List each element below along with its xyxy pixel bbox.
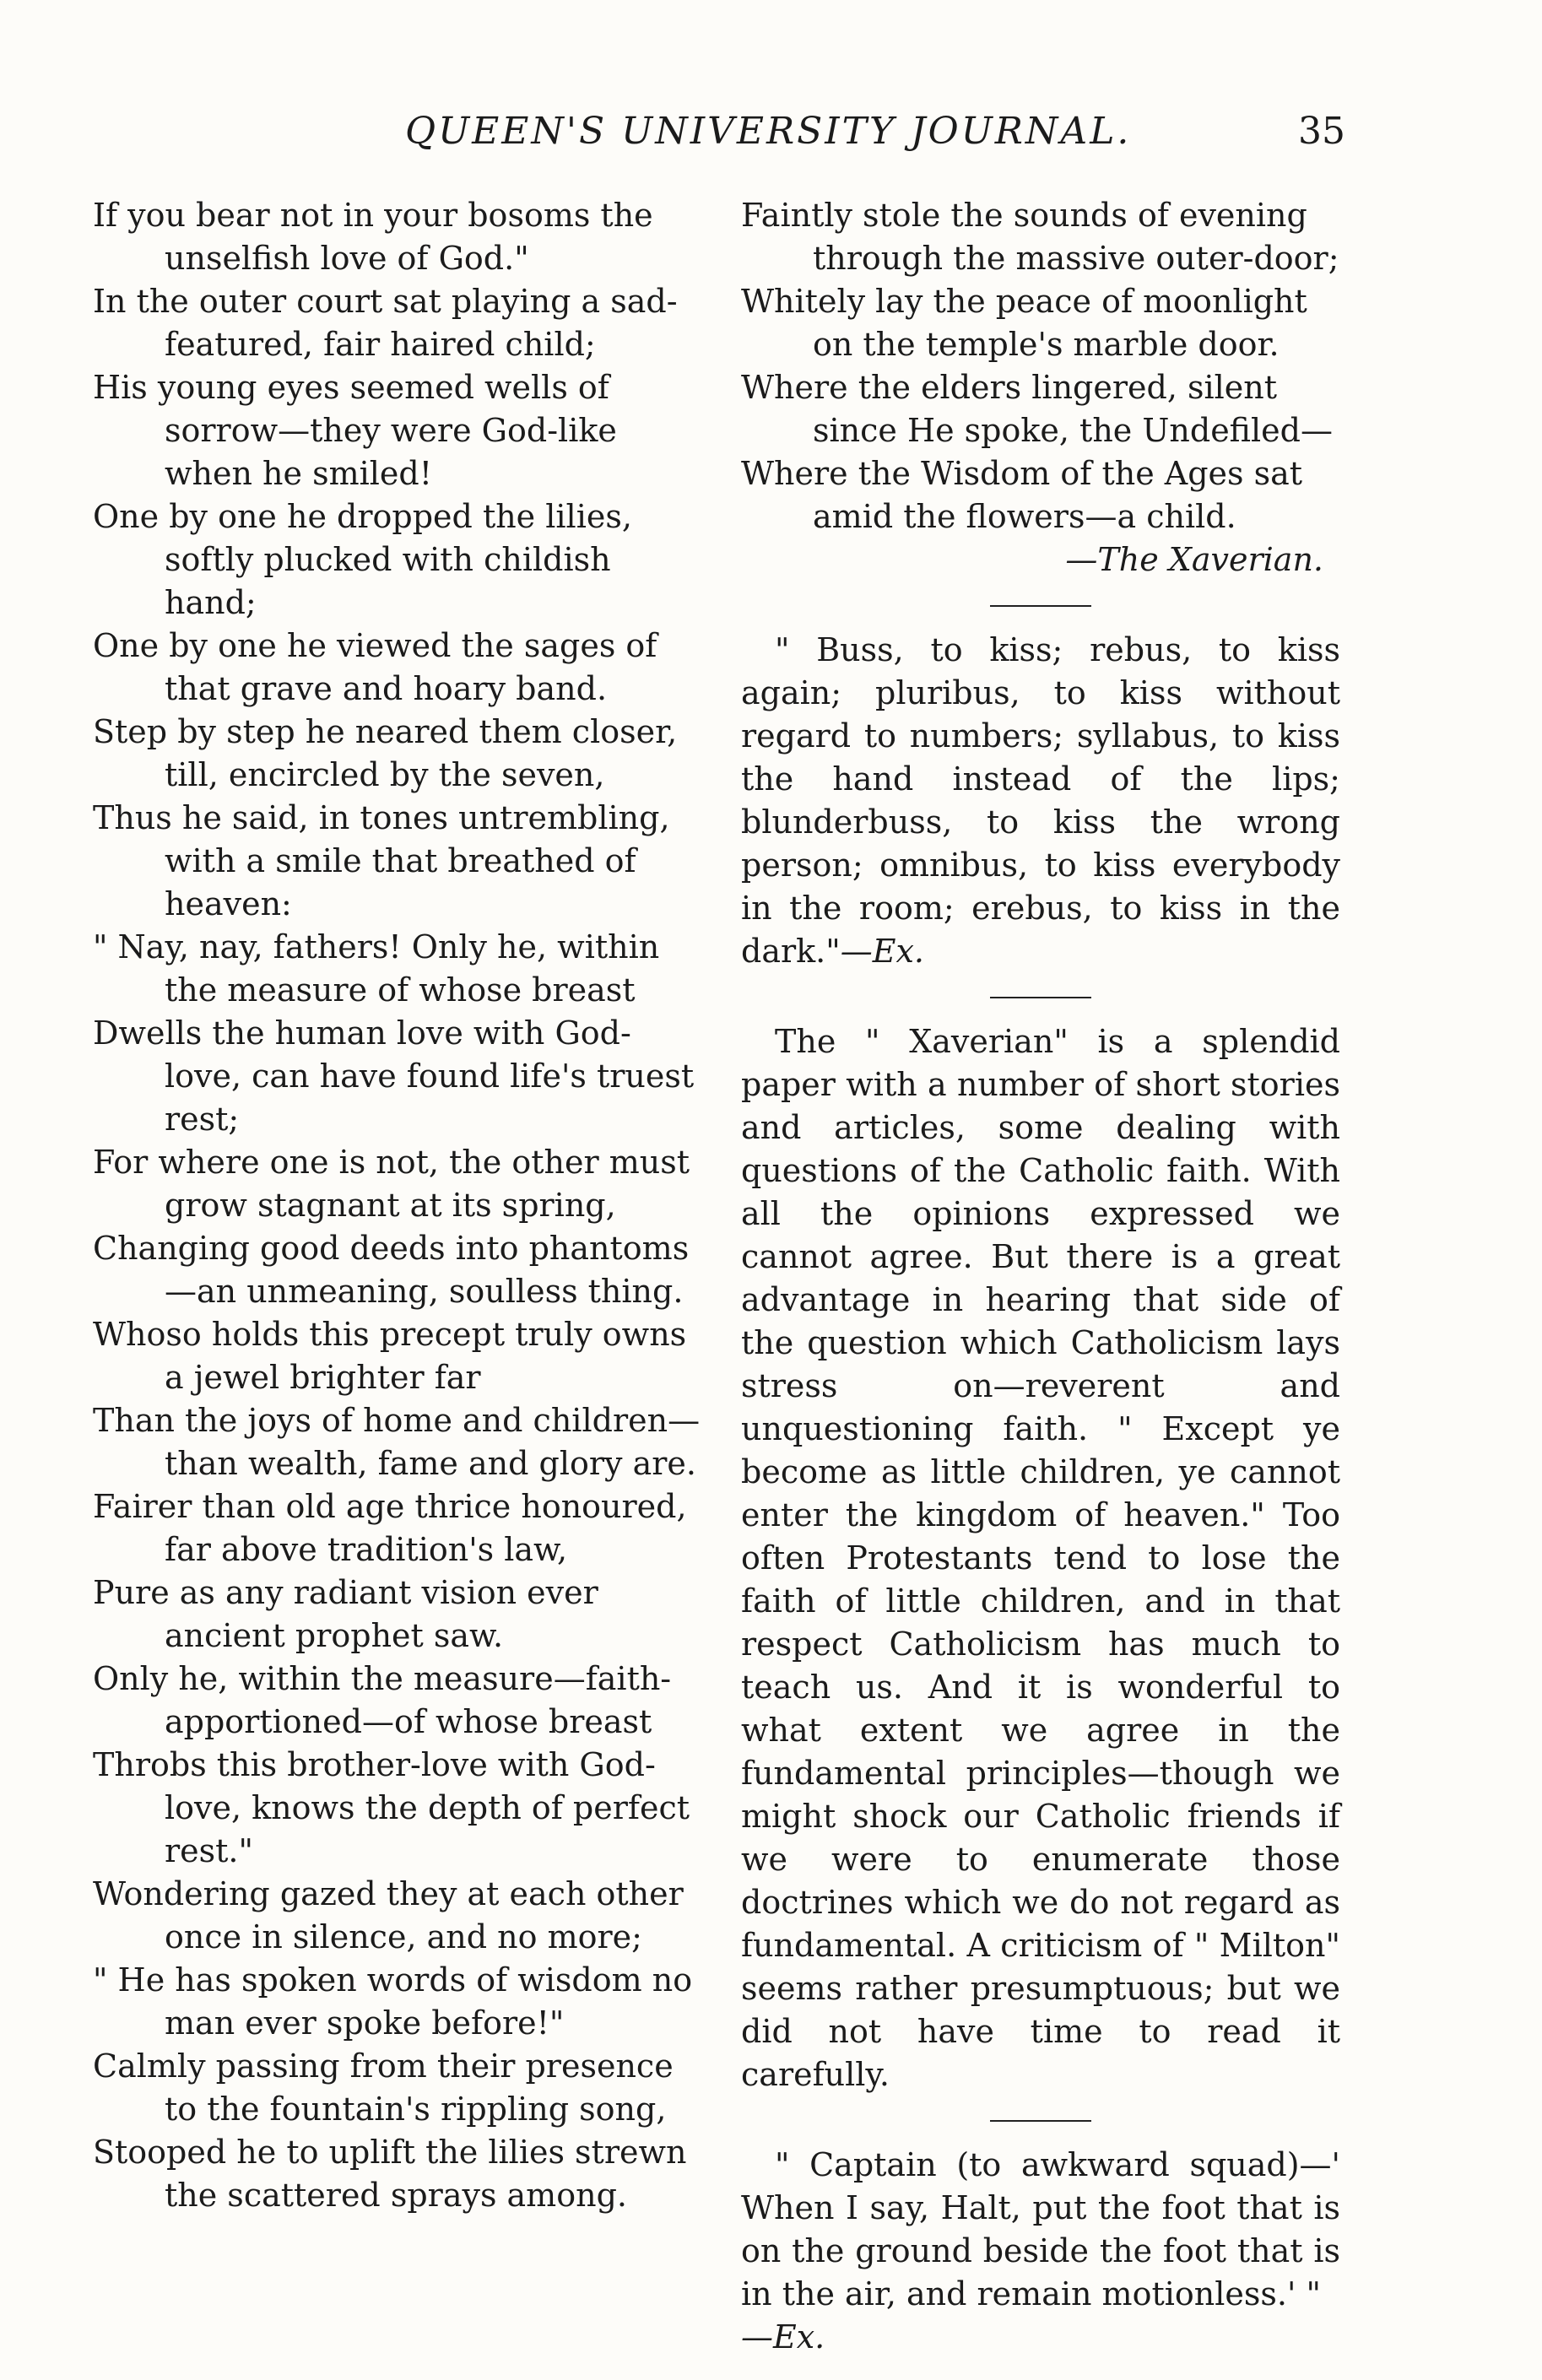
- item-text: The " Xaverian" is a splendid paper with a number of short stories and articles, some dealing with questions of the Catholic faith. With all the opinions expressed we cannot agree. But there is a great advantage in hearing that side of the question which Catholicism lays stress on—reverent and unquestioning faith. " Except ye become as little children, ye cannot enter the kingdom of heaven." Too often Protestants tend to lose the faith of little children, and in that respect Catholicism has much to teach us. And it is wonderful to what extent we agree in the fundamental principles—though we might shock our Catholic friends if we were to enumerate those doctrines which we do not regard as fundamental. A criticism of " Milton" seems rather presumptuous; but we did not have time to read it carefully.: [741, 1023, 1340, 2093]
- poem-line: Wondering gazed they at each other once in silence, and no more;: [93, 1875, 684, 1955]
- poem-line: Than the joys of home and children—than wealth, fame and glory are.: [93, 1402, 701, 1482]
- poem-line: For where one is not, the other must grow stagnant at its spring,: [93, 1144, 690, 1224]
- poem-line: Dwells the human love with God-love, can have found life's truest rest;: [93, 1014, 695, 1138]
- item-source: —Ex.: [840, 933, 924, 970]
- poem-line: Changing good deeds into phantoms—an unmeaning, soulless thing.: [93, 1230, 690, 1310]
- poem-line: Whoso holds this precept truly owns a jewel brighter far: [93, 1316, 687, 1396]
- poem-line: Only he, within the measure—faith-apportioned—of whose breast: [93, 1660, 672, 1740]
- poem-line: His young eyes seemed wells of sorrow—they were God-like when he smiled!: [93, 369, 617, 492]
- poem-line: Throbs this brother-love with God-love, knows the depth of perfect rest.": [93, 1746, 690, 1869]
- section-divider: [990, 605, 1091, 607]
- poem-line: Fairer than old age thrice honoured, far above tradition's law,: [93, 1488, 687, 1568]
- poem-line: Calmly passing from their presence to the fountain's rippling song,: [93, 2047, 674, 2128]
- exchange-item-buss: [741, 629, 1340, 973]
- left-column: [93, 194, 701, 2217]
- section-divider: [990, 2120, 1091, 2122]
- item-text: " Buss, to kiss; rebus, to kiss again; pluribus, to kiss without regard to numbers; syllabus, to kiss the hand instead of the lips; blunderbuss, to kiss the wrong person; omnibus, to kiss everybody in the room; erebus, to kiss in the dark.": [741, 631, 1340, 970]
- item-text: " Captain (to awkward squad)—' When I say, Halt, put the foot that is on the ground beside the foot that is in the air, and remain motionless.' ": [741, 2146, 1340, 2312]
- poem-line: Pure as any radiant vision ever ancient prophet saw.: [93, 1574, 598, 1654]
- poem-line: If you bear not in your bosoms the unselfish love of God.": [93, 197, 653, 277]
- poem-line: Stooped he to uplift the lilies strewn the scattered sprays among.: [93, 2134, 687, 2214]
- exchange-item-xaverian: [741, 1020, 1340, 2096]
- poem-line: " Nay, nay, fathers! Only he, within the measure of whose breast: [93, 928, 660, 1009]
- poem-line: Step by step he neared them closer, till, encircled by the seven,: [93, 713, 678, 793]
- poem-attribution: —The Xaverian.: [1065, 541, 1323, 578]
- poem-ending: [741, 194, 1340, 538]
- page-header: [0, 110, 1542, 177]
- running-title: QUEEN'S UNIVERSITY JOURNAL.: [405, 110, 1132, 153]
- poem-line: Where the Wisdom of the Ages sat amid the flowers—a child.: [741, 455, 1303, 535]
- poem-line: " He has spoken words of wisdom no man ever spoke before!": [93, 1961, 693, 2042]
- poem-line: Whitely lay the peace of moonlight on the temple's marble door.: [741, 283, 1307, 363]
- right-column: [741, 194, 1340, 2359]
- poem-line: One by one he viewed the sages of that grave and hoary band.: [93, 627, 657, 707]
- section-divider: [990, 997, 1091, 998]
- poem-line: Faintly stole the sounds of evening through the massive outer-door;: [741, 197, 1339, 277]
- exchange-item-captain: [741, 2144, 1340, 2359]
- poem-line: Where the elders lingered, silent since He spoke, the Undefiled—: [741, 369, 1333, 449]
- poem-line: Thus he said, in tones untrembling, with a smile that breathed of heaven:: [93, 799, 670, 922]
- item-source: —Ex.: [741, 2318, 825, 2356]
- poem-line: In the outer court sat playing a sad-featured, fair haired child;: [93, 283, 678, 363]
- poem-continuation: [93, 194, 701, 2217]
- page-number: 35: [1298, 110, 1345, 153]
- poem-line: One by one he dropped the lilies, softly plucked with childish hand;: [93, 498, 632, 621]
